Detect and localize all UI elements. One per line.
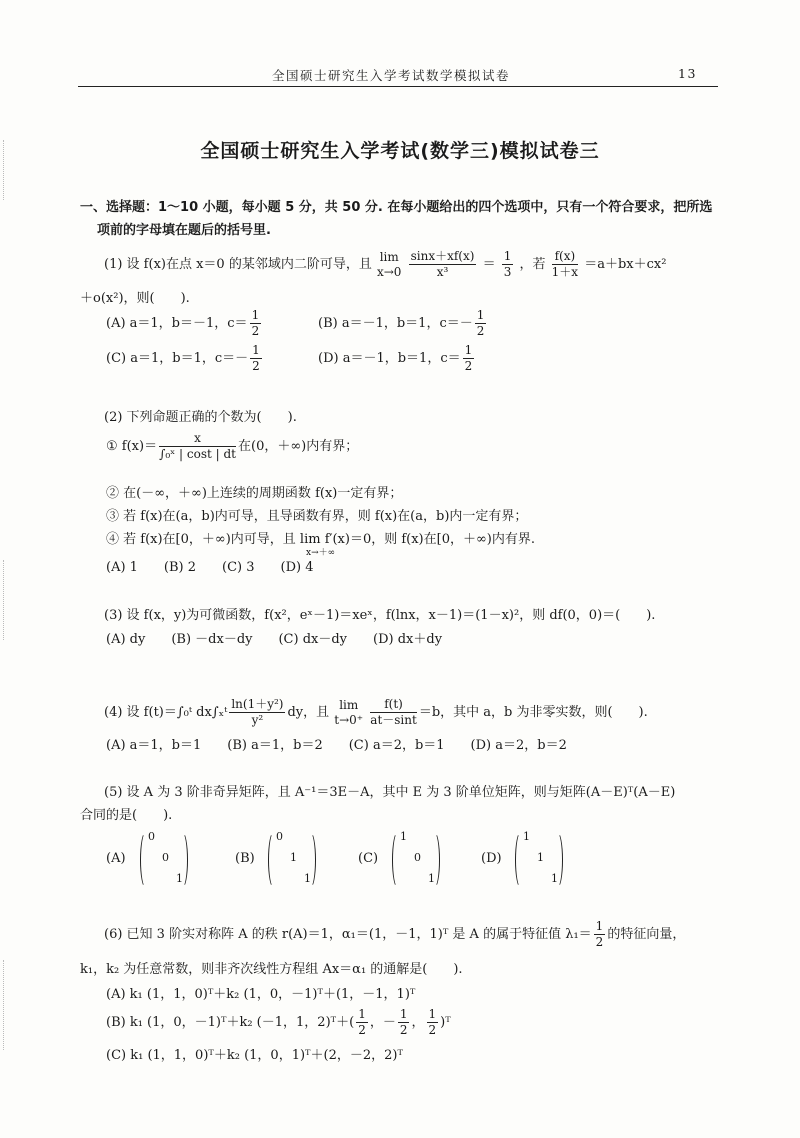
q1-lim: lim — [379, 249, 399, 264]
matrix-b-entry-22: 1 — [290, 851, 297, 864]
page-number: 13 — [678, 66, 697, 81]
q4-options: (A) a＝1，b＝1 (B) a＝1，b＝2 (C) a＝2，b＝1 (D) a＝2，b＝2 — [106, 738, 567, 753]
scan-margin-marks — [3, 960, 6, 1050]
q1-frac3-num: f(x) — [552, 249, 578, 265]
q1-mid: ，若 — [519, 257, 546, 272]
q1-lim-sub: x→0 — [376, 264, 402, 279]
q2-options: (A) 1 (B) 2 (C) 3 (D) 4 — [106, 560, 314, 575]
q4-post: ＝b，其中 a，b 为非零实数，则( ). — [418, 705, 648, 720]
q1-option-a — [106, 308, 263, 340]
q1-frac2-den: 3 — [503, 265, 512, 279]
running-header-title: 全国硕士研究生入学考试数学模拟试卷 — [272, 68, 511, 83]
section-heading-cont: 项前的字母填在题后的括号里. — [97, 223, 271, 238]
q6-post: 的特征向量， — [607, 927, 686, 942]
scan-margin-marks — [3, 560, 6, 640]
matrix-a-entry-11: 0 — [148, 830, 155, 843]
q5-matrix-d — [515, 832, 563, 886]
q1-intro: (1) 设 f(x)在点 x＝0 的某邻域内二阶可导，且 — [104, 257, 372, 272]
q1-option-a-num: 1 — [251, 308, 260, 322]
q6-b-f3-num: 1 — [428, 1007, 437, 1021]
q4-mid: dy，且 — [287, 705, 330, 720]
exam-title: 全国硕士研究生入学考试(数学三)模拟试卷三 — [200, 140, 600, 162]
q1-eq: ＝ — [482, 257, 496, 272]
matrix-d-entry-33: 1 — [551, 872, 558, 885]
q6-option-a: (A) k₁ (1，1，0)ᵀ＋k₂ (1，0，－1)ᵀ＋(1，－1，1)ᵀ — [106, 987, 416, 1002]
q2-s4-limit-sub: x→＋∞ — [306, 548, 336, 558]
q5-option-a-label: (A) — [106, 851, 126, 866]
q1-option-b-num: 1 — [476, 308, 485, 322]
q6-b-pre: (B) k₁ (1，0，－1)ᵀ＋k₂ (－1，1，2)ᵀ＋( — [106, 1015, 355, 1030]
matrix-c-entry-22: 0 — [414, 851, 421, 864]
matrix-d-entry-11: 1 — [523, 830, 530, 843]
matrix-c-entry-33: 1 — [428, 872, 435, 885]
q4-int-den: y² — [251, 713, 264, 727]
matrix-a-entry-33: 1 — [176, 872, 183, 885]
q1-option-d — [318, 343, 476, 375]
q4-int-num: ln(1＋y²) — [231, 697, 284, 711]
q6-b-post: )ᵀ — [440, 1015, 451, 1030]
q2-s1-num: x — [159, 431, 236, 447]
q5-matrix-a — [140, 832, 188, 886]
q1-option-c — [106, 343, 264, 375]
matrix-b-entry-11: 0 — [276, 830, 283, 843]
q5-stem-cont: 合同的是( ). — [80, 808, 173, 823]
q1-option-b-den: 2 — [476, 324, 485, 338]
q4-lim: lim — [339, 697, 359, 712]
q1-option-d-text: (D) a＝－1，b＝1，c＝ — [318, 351, 461, 366]
q1-stem-cont: ＋o(x²)，则( ). — [80, 291, 190, 306]
q1-stem — [104, 248, 666, 282]
q2-s1-post: 在(0，＋∞)内有界； — [238, 439, 359, 454]
matrix-b-entry-33: 1 — [304, 872, 311, 885]
q5-option-b-label: (B) — [235, 851, 255, 866]
q2-stem: (2) 下列命题正确的个数为( ). — [104, 410, 297, 425]
q4-f-den: at－sint — [370, 713, 417, 727]
q1-option-d-den: 2 — [464, 359, 473, 373]
q6-b-f2-den: 2 — [399, 1023, 408, 1037]
q6-b-f1-den: 2 — [358, 1023, 366, 1037]
q2-statement-3: ③ 若 f(x)在(a，b)内可导，且导函数有界，则 f(x)在(a，b)内一定有界； — [106, 509, 528, 524]
q4-stem — [104, 694, 648, 732]
q2-statement-1 — [106, 428, 358, 466]
q1-frac1-den: x³ — [436, 265, 449, 279]
q1-option-c-den: 2 — [252, 359, 260, 373]
q2-s1-pre: ① f(x)＝ — [106, 439, 158, 454]
q1-frac1-num: sinx＋xf(x) — [410, 249, 475, 263]
q1-option-d-num: 1 — [464, 343, 473, 357]
q6-pre: (6) 已知 3 阶实对称阵 A 的秩 r(A)＝1，α₁＝(1，－1，1)ᵀ 是 A 的属于特征值 λ₁＝ — [104, 927, 592, 942]
q5-matrix-b — [268, 832, 316, 886]
matrix-a-entry-22: 0 — [162, 851, 169, 864]
q6-b-mid1: ，－ — [369, 1015, 396, 1030]
q1-option-c-text: (C) a＝1，b＝1，c＝－ — [106, 351, 249, 366]
q5-option-c-label: (C) — [358, 851, 379, 866]
matrix-c-entry-11: 1 — [400, 830, 407, 843]
section-heading: 一、选择题：1～10 小题，每小题 5 分，共 50 分. 在每小题给出的四个选项中，只有一个符合要求，把所选 — [80, 200, 713, 215]
q2-statement-4: ④ 若 f(x)在[0，＋∞)内可导，且 lim f′(x)＝0，则 f(x)在[0，＋∞)内有界. — [106, 532, 536, 547]
q4-pre: (4) 设 f(t)＝∫₀ᵗ dx∫ₓᵗ — [104, 705, 228, 720]
q6-option-b — [106, 1006, 451, 1040]
header-rule — [78, 86, 718, 87]
q4-f-num: f(t) — [370, 697, 417, 713]
q6-option-c: (C) k₁ (1，1，0)ᵀ＋k₂ (1，0，1)ᵀ＋(2，－2，2)ᵀ — [106, 1048, 403, 1063]
q6-b-mid2: ， — [411, 1015, 425, 1030]
q2-statement-2: ② 在(－∞，＋∞)上连续的周期函数 f(x)一定有界； — [106, 486, 403, 501]
q3-stem: (3) 设 f(x，y)为可微函数，f(x²，eˣ－1)＝xeˣ，f(lnx，x－1)＝(1－x)²，则 df(0，0)＝( ). — [104, 608, 656, 623]
q1-tail: ＝a＋bx＋cx² — [584, 257, 667, 272]
q5-option-d-label: (D) — [481, 851, 502, 866]
q1-option-c-num: 1 — [252, 343, 260, 357]
q6-stem — [104, 918, 685, 952]
q6-stem-cont: k₁，k₂ 为任意常数，则非齐次线性方程组 Ax＝α₁ 的通解是( ). — [80, 962, 463, 977]
q1-option-b-text: (B) a＝－1，b＝1，c＝－ — [318, 316, 473, 331]
q1-option-a-den: 2 — [251, 324, 260, 338]
q5-matrix-c — [392, 832, 440, 886]
q1-option-a-text: (A) a＝1，b＝－1，c＝ — [106, 316, 248, 331]
q1-option-b — [318, 308, 488, 340]
q1-frac3-den: 1＋x — [551, 265, 579, 279]
q6-b-f1-num: 1 — [358, 1007, 366, 1021]
q6-frac-num: 1 — [595, 919, 604, 933]
q6-b-f2-num: 1 — [399, 1007, 408, 1021]
q5-stem: (5) 设 A 为 3 阶非奇异矩阵，且 A⁻¹＝3E－A，其中 E 为 3 阶单位矩阵，则与矩阵(A－E)ᵀ(A－E) — [104, 785, 676, 800]
q3-options: (A) dy (B) －dx－dy (C) dx－dy (D) dx＋dy — [106, 632, 443, 647]
q1-frac2-num: 1 — [503, 249, 512, 263]
matrix-d-entry-22: 1 — [537, 851, 544, 864]
q6-frac-den: 2 — [595, 935, 604, 949]
q4-lim-sub: t→0⁺ — [334, 712, 364, 727]
q2-s1-den: ∫₀ˣ | cost | dt — [159, 447, 236, 461]
q6-b-f3-den: 2 — [428, 1023, 437, 1037]
